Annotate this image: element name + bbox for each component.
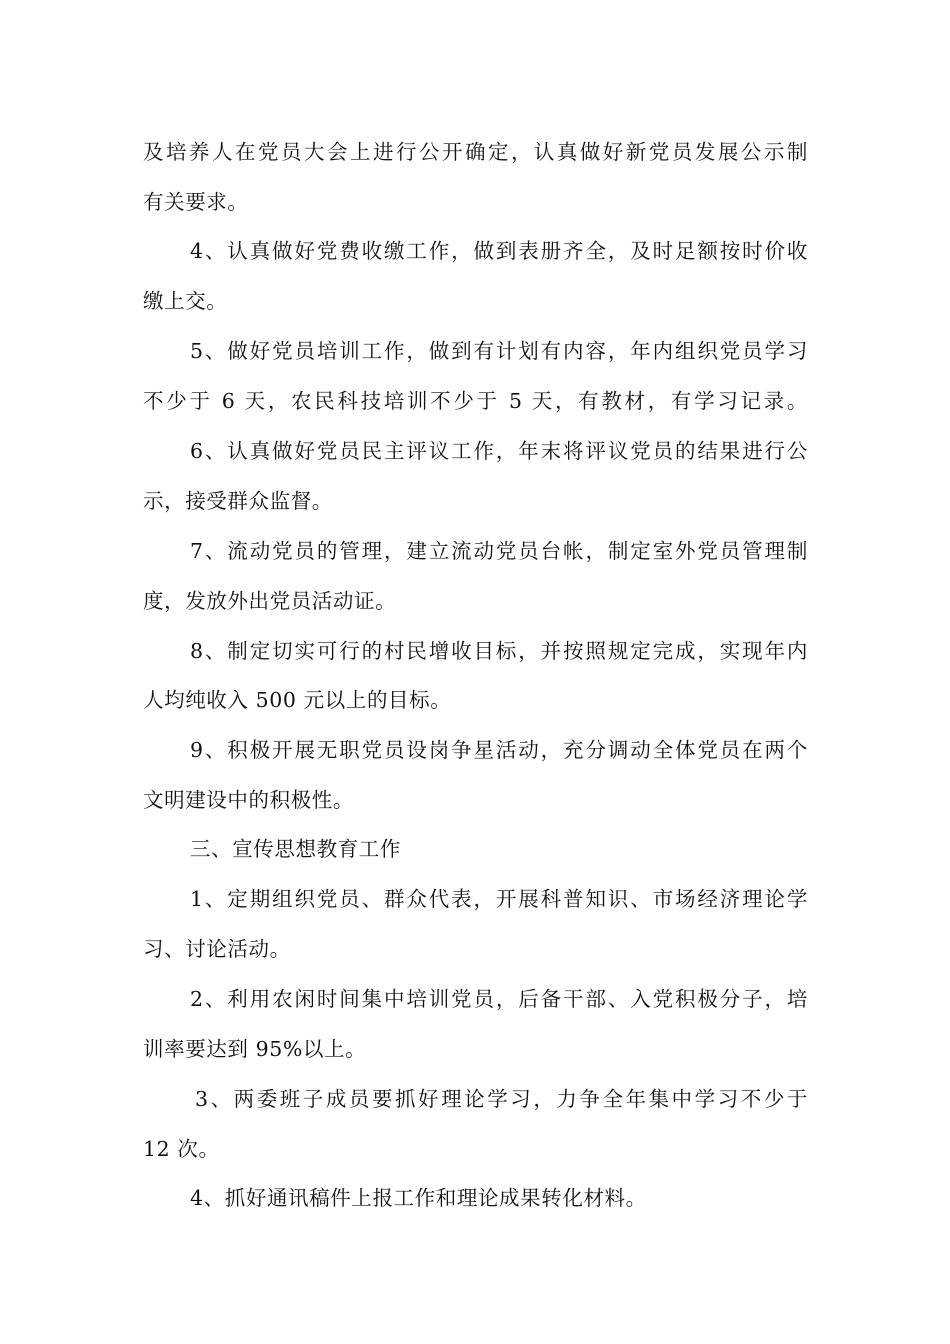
section-heading: 三、宣传思想教育工作	[190, 837, 401, 861]
paragraph-line: 9、积极开展无职党员设岗争星活动，充分调动全体党员在两个	[190, 738, 808, 762]
paragraph-line: 6、认真做好党员民主评议工作，年末将评议党员的结果进行公	[190, 439, 808, 463]
paragraph-line: 8、制定切实可行的村民增收目标，并按照规定完成，实现年内	[190, 639, 808, 663]
paragraph-line: 3、两委班子成员要抓好理论学习，力争全年集中学习不少于	[195, 1087, 808, 1111]
paragraph-line: 度，发放外出党员活动证。	[143, 589, 397, 613]
paragraph-line: 5、做好党员培训工作，做到有计划有内容，年内组织党员学习	[190, 339, 808, 363]
paragraph-line: 文明建设中的积极性。	[143, 788, 354, 812]
paragraph-line: 1、定期组织党员、群众代表，开展科普知识、市场经济理论学	[190, 887, 808, 911]
paragraph-line: 有关要求。	[143, 190, 249, 214]
paragraph-line: 人均纯收入 500 元以上的目标。	[143, 688, 452, 712]
paragraph-line: 4、认真做好党费收缴工作，做到表册齐全，及时足额按时价收	[190, 239, 808, 263]
paragraph-line: 不少于 6 天，农民科技培训不少于 5 天，有教材，有学习记录。	[143, 389, 808, 413]
paragraph-line: 12 次。	[143, 1137, 220, 1161]
paragraph-line: 缴上交。	[143, 289, 228, 313]
paragraph-line: 2、利用农闲时间集中培训党员，后备干部、入党积极分子，培	[190, 987, 808, 1011]
paragraph-line: 4、抓好通讯稿件上报工作和理论成果转化材料。	[190, 1186, 647, 1210]
paragraph-line: 训率要达到 95%以上。	[143, 1037, 367, 1061]
paragraph-line: 及培养人在党员大会上进行公开确定，认真做好新党员发展公示制	[143, 140, 808, 164]
paragraph-line: 习、讨论活动。	[143, 937, 291, 961]
paragraph-line: 7、流动党员的管理，建立流动党员台帐，制定室外党员管理制	[190, 539, 808, 563]
paragraph-line: 示，接受群众监督。	[143, 489, 333, 513]
